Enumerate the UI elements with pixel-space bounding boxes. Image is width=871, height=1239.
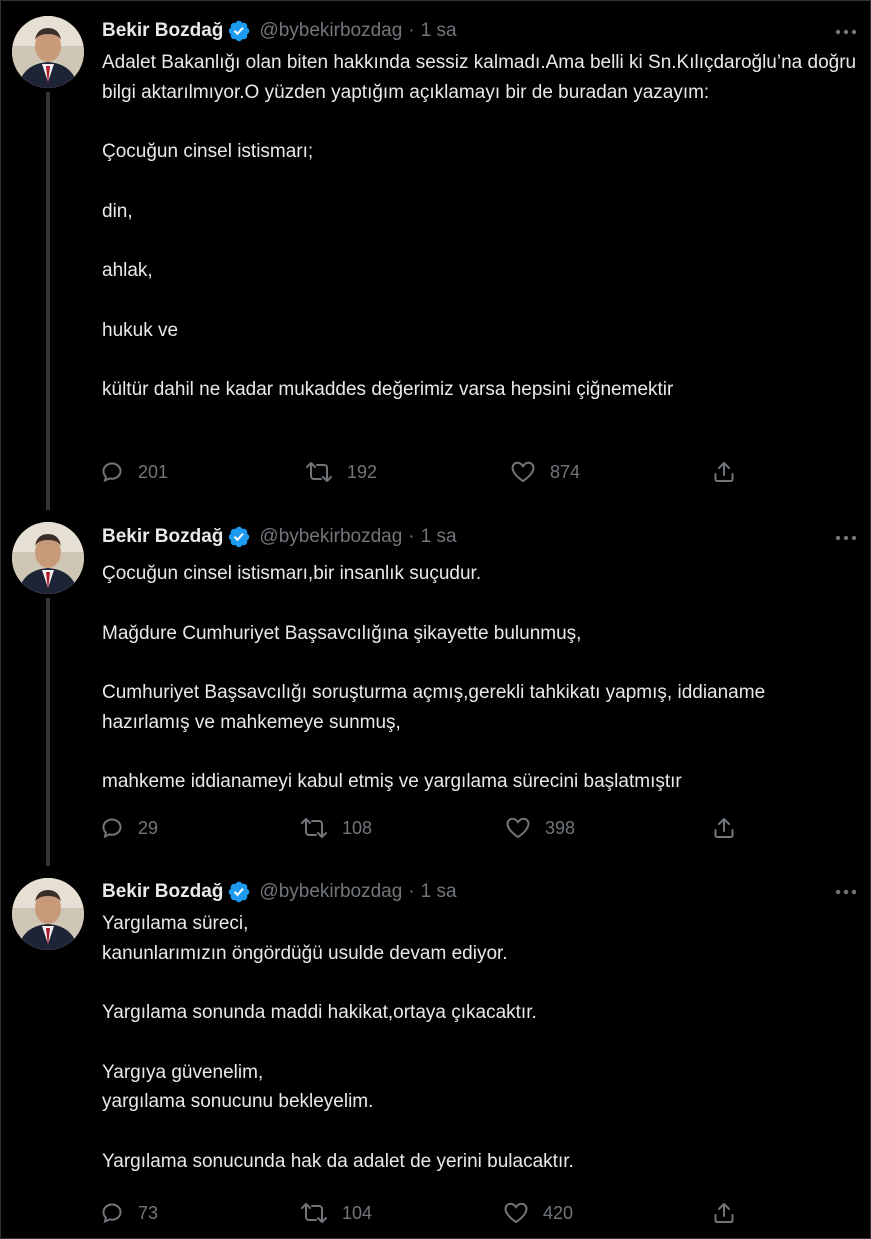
timestamp[interactable]: 1 sa <box>420 526 457 547</box>
tweet-paragraph: kültür dahil ne kadar mukaddes değerimiz varsa hepsini çiğnemektir <box>102 379 674 400</box>
tweet-actions <box>100 1198 745 1228</box>
separator-dot: · <box>408 881 415 902</box>
profile-photo <box>12 878 84 950</box>
verified-icon <box>227 19 251 43</box>
profile-photo <box>12 16 84 88</box>
retweet-button[interactable] <box>300 1198 372 1228</box>
share-icon <box>712 816 736 840</box>
separator-dot: · <box>408 20 415 41</box>
separator-dot: · <box>408 526 415 547</box>
reply-button[interactable] <box>100 1198 158 1228</box>
reply-button[interactable] <box>100 457 168 487</box>
retweet-count: 192 <box>347 461 378 482</box>
tweet-paragraph: Yargıya güvenelim, <box>102 1061 264 1083</box>
reply-count: 73 <box>138 1202 159 1223</box>
reply-icon <box>100 460 124 484</box>
retweet-count: 108 <box>342 817 373 838</box>
share-button[interactable] <box>712 813 750 843</box>
tweet-paragraph: Yargılama süreci, <box>102 913 249 934</box>
tweet-text <box>102 909 857 1176</box>
tweet-paragraph: Cumhuriyet Başsavcılığı soruşturma açmış,gerekli tahkikatı yapmış, iddianame hazırlamış ve mahkemeye sunmuş, <box>102 682 766 733</box>
tweet-text <box>102 559 857 797</box>
avatar[interactable] <box>12 878 84 950</box>
reply-count: 201 <box>138 461 169 482</box>
share-button[interactable] <box>712 457 750 487</box>
verified-icon <box>227 880 251 904</box>
retweet-icon <box>305 460 333 484</box>
like-button[interactable] <box>510 457 580 487</box>
tweet-actions <box>100 457 745 487</box>
like-icon <box>510 460 536 484</box>
tweet-paragraph: hukuk ve <box>102 319 179 341</box>
tweet-header <box>102 17 457 45</box>
retweet-count: 104 <box>342 1202 373 1223</box>
more-icon[interactable] <box>833 528 859 548</box>
tweet-text <box>102 48 857 405</box>
like-icon <box>505 816 531 840</box>
more-icon[interactable] <box>833 882 859 902</box>
profile-photo <box>12 522 84 594</box>
tweet-paragraph: Çocuğun cinsel istismarı,bir insanlık suçudur. <box>102 563 482 584</box>
like-count: 398 <box>545 817 576 838</box>
retweet-icon <box>300 816 328 840</box>
retweet-button[interactable] <box>300 813 372 843</box>
avatar[interactable] <box>12 16 84 88</box>
timestamp[interactable]: 1 sa <box>420 881 457 902</box>
share-icon <box>712 460 736 484</box>
avatar[interactable] <box>12 522 84 594</box>
tweet-paragraph: Adalet Bakanlığı olan biten hakkında sessiz kalmadı.Ama belli ki Sn.Kılıçdaroğlu’na doğru bilgi aktarılmıyor.O yüzden yaptığım açıklamayı bir de buradan yazayım: <box>102 52 857 103</box>
tweet-actions <box>100 813 745 843</box>
verified-icon <box>227 525 251 549</box>
author-name[interactable]: Bekir Bozdağ <box>102 526 224 547</box>
more-icon[interactable] <box>833 22 859 42</box>
reply-icon <box>100 1201 124 1225</box>
retweet-icon <box>300 1201 328 1225</box>
author-handle[interactable]: @bybekirbozdag <box>259 881 403 902</box>
tweet-paragraph: kanunlarımızın öngördüğü usulde devam ediyor. <box>102 942 508 964</box>
tweet[interactable] <box>0 862 871 1232</box>
author-name[interactable]: Bekir Bozdağ <box>102 881 224 902</box>
like-button[interactable] <box>505 813 575 843</box>
tweet-paragraph: yargılama sonucunu bekleyelim. <box>102 1091 374 1112</box>
tweet-paragraph: Yargılama sonunda maddi hakikat,ortaya çıkacaktır. <box>102 1002 537 1023</box>
tweet[interactable] <box>0 506 871 862</box>
reply-count: 29 <box>138 817 159 838</box>
tweet-paragraph: ahlak, <box>102 260 153 281</box>
share-button[interactable] <box>712 1198 750 1228</box>
tweet-paragraph: Mağdure Cumhuriyet Başsavcılığına şikayette bulunmuş, <box>102 622 582 644</box>
tweet[interactable] <box>0 0 871 510</box>
tweet-paragraph: Yargılama sonucunda hak da adalet de yerini bulacaktır. <box>102 1150 574 1172</box>
author-handle[interactable]: @bybekirbozdag <box>259 20 403 41</box>
retweet-button[interactable] <box>305 457 377 487</box>
like-count: 420 <box>543 1202 574 1223</box>
like-button[interactable] <box>503 1198 573 1228</box>
reply-button[interactable] <box>100 813 158 843</box>
tweet-header <box>102 878 457 906</box>
author-handle[interactable]: @bybekirbozdag <box>259 526 403 547</box>
reply-icon <box>100 816 124 840</box>
like-icon <box>503 1201 529 1225</box>
tweet-paragraph: Çocuğun cinsel istismarı; <box>102 141 314 162</box>
tweet-header <box>102 523 457 551</box>
tweet-paragraph: mahkeme iddianameyi kabul etmiş ve yargılama sürecini başlatmıştır <box>102 771 682 792</box>
author-name[interactable]: Bekir Bozdağ <box>102 20 224 41</box>
tweet-paragraph: din, <box>102 200 133 222</box>
like-count: 874 <box>550 461 581 482</box>
share-icon <box>712 1201 736 1225</box>
timestamp[interactable]: 1 sa <box>420 20 457 41</box>
